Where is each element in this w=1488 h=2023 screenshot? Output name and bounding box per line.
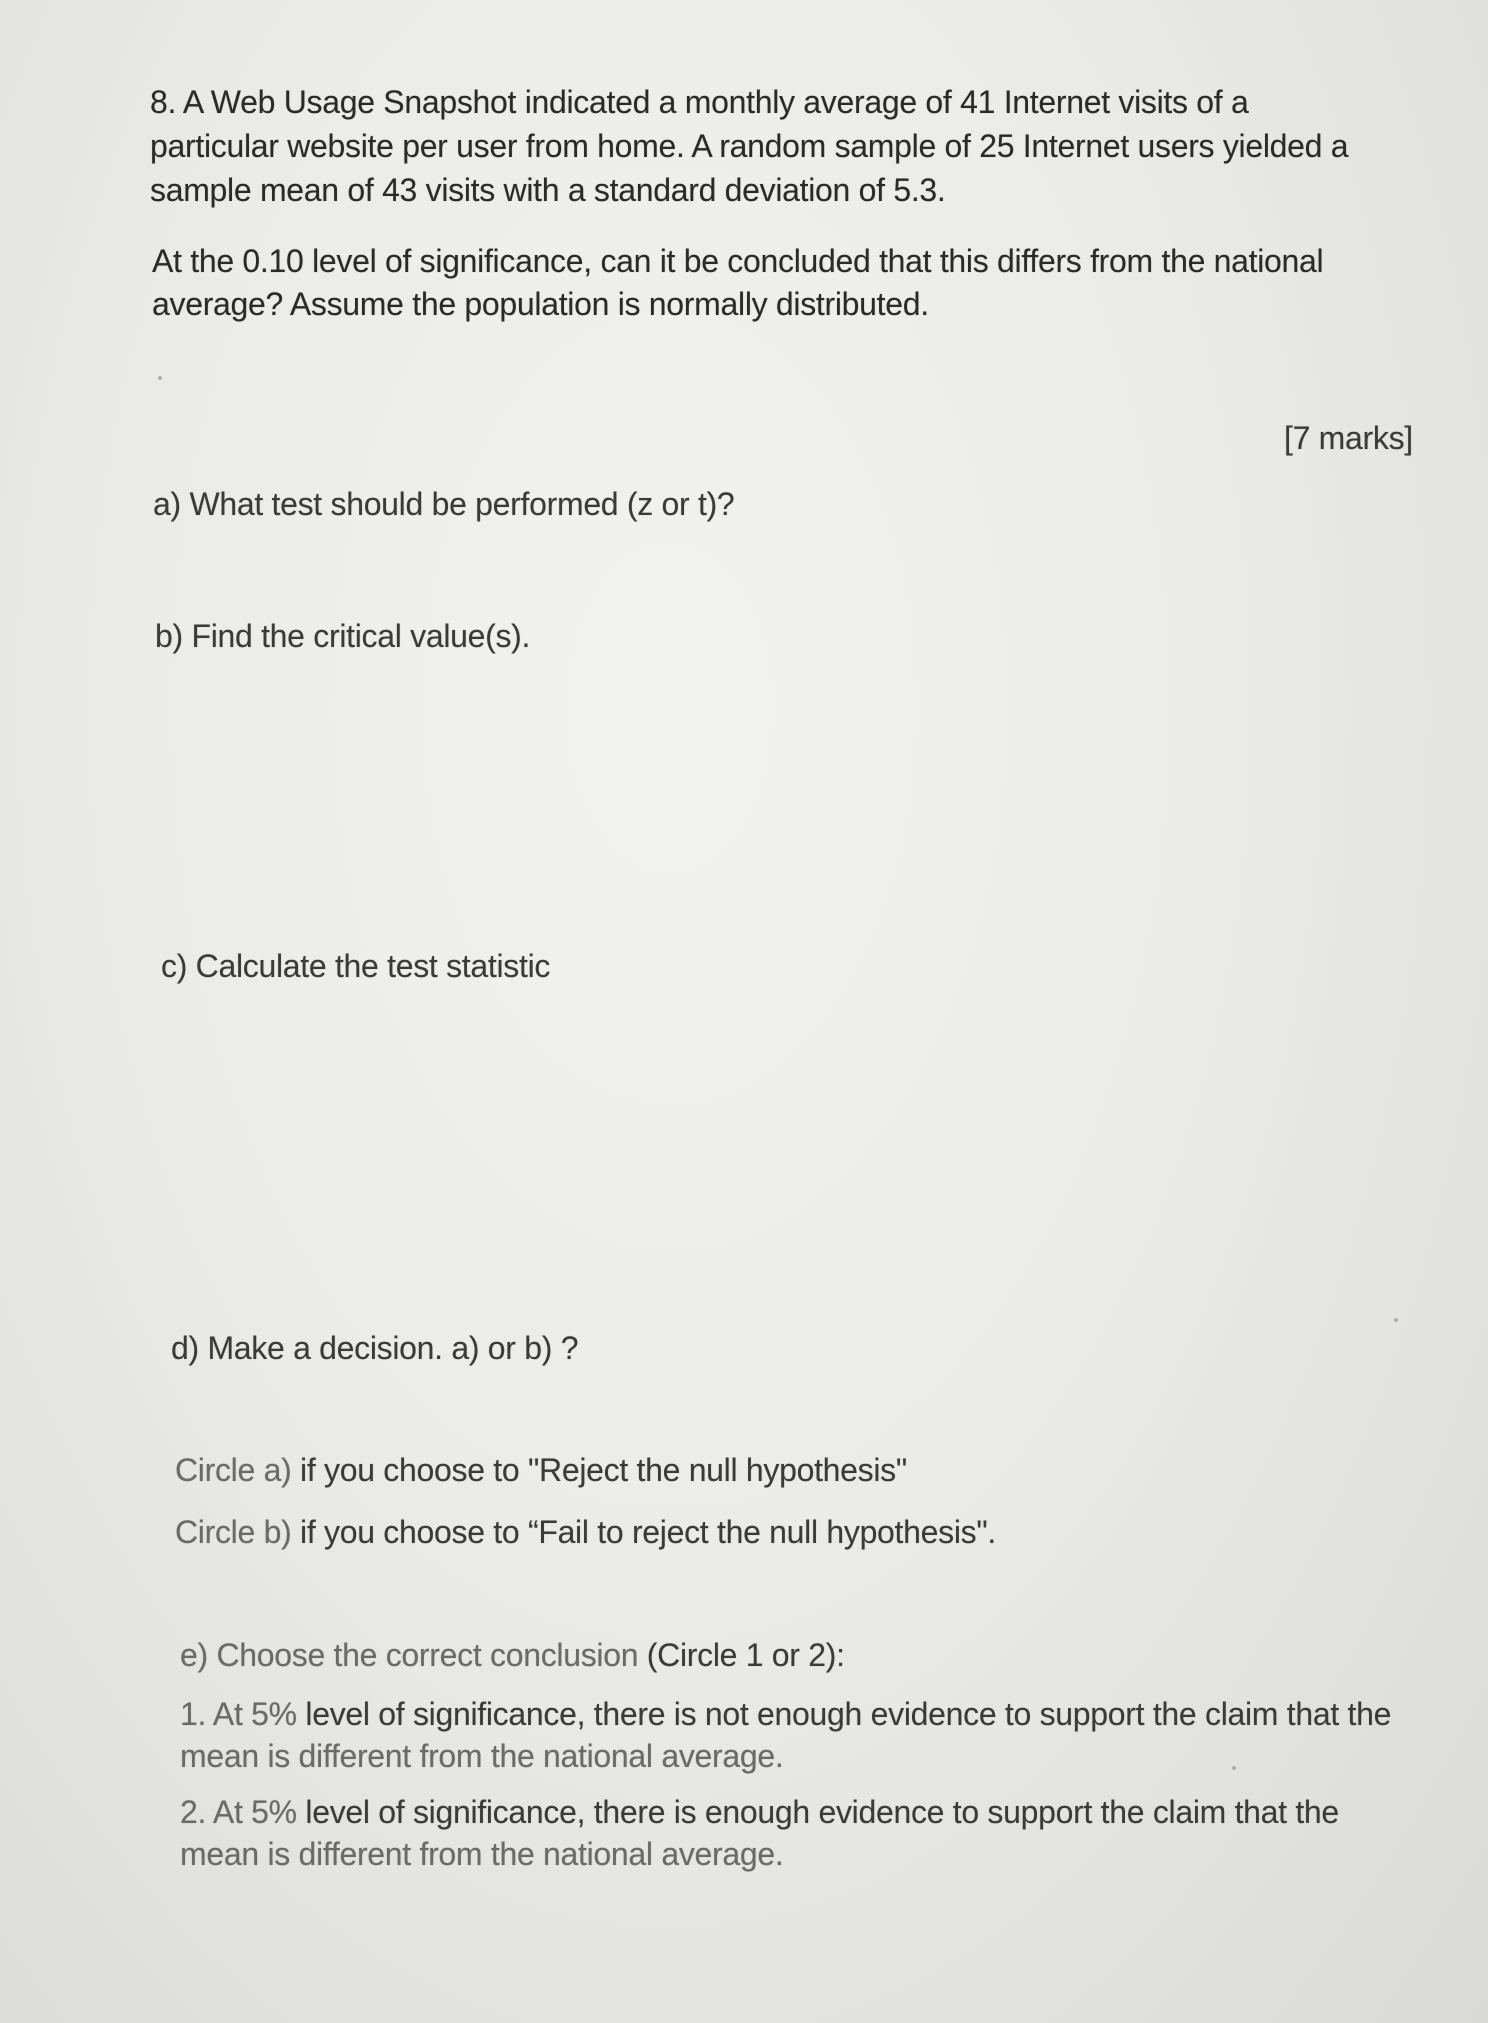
circle-a-text: if you choose to "Reject the null hypothesis" — [291, 1452, 907, 1488]
conclusion-option-2-line-2: mean is different from the national average. — [180, 1836, 784, 1872]
question-line-4: At the 0.10 level of significance, can it be concluded that this differs from the national — [152, 243, 1324, 279]
part-a-question: a) What test should be performed (z or t)? — [153, 486, 735, 522]
paper-speck — [158, 376, 162, 380]
decision-option-b — [175, 1514, 996, 1551]
part-c-question: c) Calculate the test statistic — [161, 948, 551, 984]
circle-a-prefix: Circle a) — [175, 1452, 292, 1488]
question-line-3: sample mean of 43 visits with a standard deviation of 5.3. — [150, 172, 946, 208]
option-2-text: level of significance, there is enough evidence to support the claim that the — [296, 1794, 1339, 1830]
paper-speck — [1232, 1766, 1236, 1770]
part-b-question: b) Find the critical value(s). — [155, 618, 531, 654]
conclusion-heading-prefix: e) Choose the correct conclusion — [180, 1637, 639, 1673]
circle-b-text: if you choose to “Fail to reject the null hypothesis". — [291, 1514, 997, 1550]
decision-option-a — [175, 1452, 907, 1489]
conclusion-option-2-line-1 — [180, 1794, 1339, 1831]
option-1-text: level of significance, there is not enough evidence to support the claim that the — [296, 1696, 1392, 1732]
circle-b-prefix: Circle b) — [175, 1514, 292, 1550]
option-1-prefix: 1. At 5% — [180, 1696, 297, 1732]
paper-speck — [1394, 1318, 1398, 1322]
conclusion-heading-rest: (Circle 1 or 2): — [638, 1637, 845, 1673]
marks-label: [7 marks] — [1284, 420, 1413, 456]
part-d-question: d) Make a decision. a) or b) ? — [171, 1330, 579, 1366]
conclusion-option-1-line-2: mean is different from the national average. — [180, 1738, 784, 1774]
question-line-5: average? Assume the population is normally distributed. — [152, 286, 929, 322]
conclusion-heading — [180, 1637, 845, 1674]
question-line-1: 8. A Web Usage Snapshot indicated a monthly average of 41 Internet visits of a — [150, 84, 1249, 120]
question-line-2: particular website per user from home. A random sample of 25 Internet users yielded a — [150, 128, 1349, 164]
option-2-prefix: 2. At 5% — [180, 1794, 297, 1830]
conclusion-option-1-line-1 — [180, 1696, 1391, 1733]
